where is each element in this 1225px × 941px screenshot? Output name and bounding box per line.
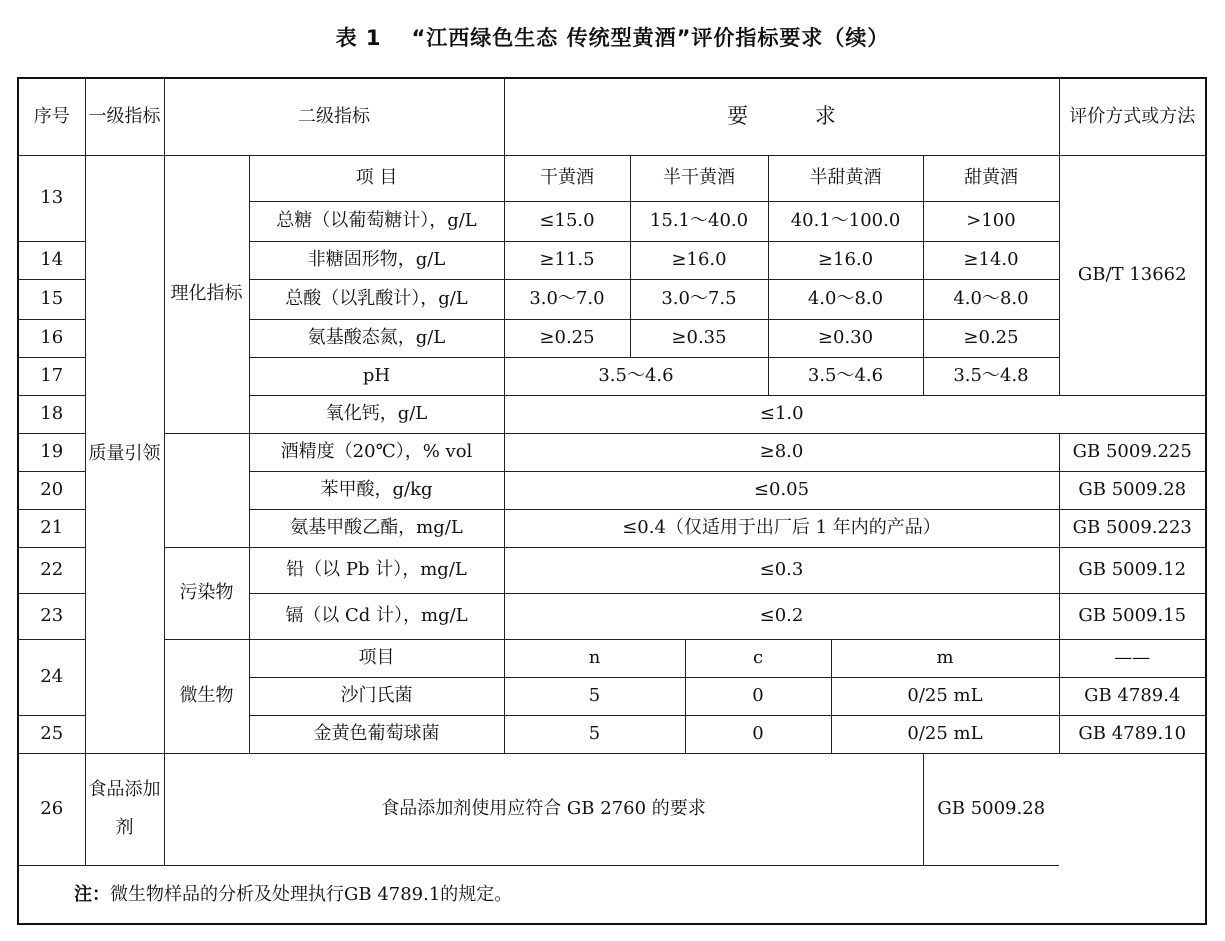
table-caption: “江西绿色生态 传统型黄酒”评价指标要求（续） (411, 26, 890, 50)
item-21: 氨基甲酸乙酯，mg/L (249, 509, 504, 547)
seq-14: 14 (19, 241, 85, 279)
value-25-n: 5 (504, 715, 685, 753)
micro-item-header: 项目 (249, 639, 504, 677)
group-blank (164, 433, 249, 547)
item-25: 金黄色葡萄球菌 (249, 715, 504, 753)
value-14-sweet: ≥14.0 (923, 241, 1059, 279)
value-19: ≥8.0 (504, 433, 1059, 471)
type-dry: 干黄酒 (504, 155, 630, 201)
value-18: ≤1.0 (504, 395, 1059, 433)
header-requirement: 要 求 (504, 79, 1059, 155)
value-23: ≤0.2 (504, 593, 1059, 639)
value-24-m: 0/25 mL (831, 677, 1059, 715)
value-15-dry: 3.0～7.0 (504, 279, 630, 319)
seq-20: 20 (19, 471, 85, 509)
table-note (19, 867, 1205, 923)
table-row-19 (19, 433, 1205, 471)
value-16-semi-dry: ≥0.35 (630, 319, 768, 357)
seq-17: 17 (19, 357, 85, 395)
method-23: GB 5009.15 (1059, 593, 1205, 639)
item-header: 项 目 (249, 155, 504, 201)
table-row-26 (19, 753, 1205, 865)
group-additive: 食品添加剂 (85, 753, 164, 865)
method-13-18: GB/T 13662 (1059, 155, 1205, 395)
item-16: 氨基酸态氮，g/L (249, 319, 504, 357)
seq-16: 16 (19, 319, 85, 357)
value-22: ≤0.3 (504, 547, 1059, 593)
value-13-sweet: >100 (923, 201, 1059, 241)
seq-22: 22 (19, 547, 85, 593)
value-15-semi-dry: 3.0～7.5 (630, 279, 768, 319)
item-20: 苯甲酸，g/kg (249, 471, 504, 509)
method-20: GB 5009.28 (1059, 471, 1205, 509)
seq-23: 23 (19, 593, 85, 639)
seq-25: 25 (19, 715, 85, 753)
item-15: 总酸（以乳酸计），g/L (249, 279, 504, 319)
micro-col-n: n (504, 639, 685, 677)
seq-19: 19 (19, 433, 85, 471)
header-seq: 序号 (19, 79, 85, 155)
group-micro: 微生物 (164, 639, 249, 753)
item-22: 铅（以 Pb 计），mg/L (249, 547, 504, 593)
method-26: GB 5009.28 (923, 753, 1059, 865)
seq-15: 15 (19, 279, 85, 319)
value-14-semi-sweet: ≥16.0 (768, 241, 923, 279)
table-row-22 (19, 547, 1205, 593)
value-15-sweet: 4.0～8.0 (923, 279, 1059, 319)
value-16-semi-sweet: ≥0.30 (768, 319, 923, 357)
value-25-m: 0/25 mL (831, 715, 1059, 753)
micro-header-method: —— (1059, 639, 1205, 677)
seq-18: 18 (19, 395, 85, 433)
value-17-sweet: 3.5～4.8 (923, 357, 1059, 395)
method-21: GB 5009.223 (1059, 509, 1205, 547)
item-14: 非糖固形物，g/L (249, 241, 504, 279)
value-24-c: 0 (685, 677, 831, 715)
value-26: 食品添加剂使用应符合 GB 2760 的要求 (164, 753, 923, 865)
item-17: pH (249, 357, 504, 395)
standards-table-frame (17, 77, 1207, 925)
table-row-24a (19, 639, 1205, 677)
value-16-dry: ≥0.25 (504, 319, 630, 357)
note-label: 注： (74, 884, 110, 905)
seq-13: 13 (19, 155, 85, 241)
method-24: GB 4789.4 (1059, 677, 1205, 715)
value-25-c: 0 (685, 715, 831, 753)
seq-26: 26 (19, 753, 85, 865)
method-19: GB 5009.225 (1059, 433, 1205, 471)
type-sweet: 甜黄酒 (923, 155, 1059, 201)
value-21: ≤0.4（仅适用于出厂后 1 年内的产品） (504, 509, 1059, 547)
method-22: GB 5009.12 (1059, 547, 1205, 593)
item-18: 氧化钙，g/L (249, 395, 504, 433)
note-text: 微生物样品的分析及处理执行GB 4789.1的规定。 (110, 884, 513, 905)
method-25: GB 4789.10 (1059, 715, 1205, 753)
seq-24: 24 (19, 639, 85, 715)
value-14-dry: ≥11.5 (504, 241, 630, 279)
table-title (0, 22, 1225, 52)
group-physchem: 理化指标 (164, 155, 249, 433)
value-20: ≤0.05 (504, 471, 1059, 509)
item-23: 镉（以 Cd 计），mg/L (249, 593, 504, 639)
value-17-semi-sweet: 3.5～4.6 (768, 357, 923, 395)
group-pollutant: 污染物 (164, 547, 249, 639)
header-row (19, 79, 1205, 155)
item-13: 总糖（以葡萄糖计），g/L (249, 201, 504, 241)
header-method: 评价方式或方法 (1059, 79, 1205, 155)
level1-quality: 质量引领 (85, 155, 164, 753)
item-24: 沙门氏菌 (249, 677, 504, 715)
value-17-dry-semi-dry: 3.5～4.6 (504, 357, 768, 395)
value-13-semi-sweet: 40.1～100.0 (768, 201, 923, 241)
value-16-sweet: ≥0.25 (923, 319, 1059, 357)
value-14-semi-dry: ≥16.0 (630, 241, 768, 279)
value-24-n: 5 (504, 677, 685, 715)
value-13-semi-dry: 15.1～40.0 (630, 201, 768, 241)
micro-col-c: c (685, 639, 831, 677)
value-15-semi-sweet: 4.0～8.0 (768, 279, 923, 319)
table-number: 表 1 (335, 26, 382, 50)
standards-table (19, 79, 1205, 866)
type-semi-sweet: 半甜黄酒 (768, 155, 923, 201)
type-semi-dry: 半干黄酒 (630, 155, 768, 201)
header-level1: 一级指标 (85, 79, 164, 155)
micro-col-m: m (831, 639, 1059, 677)
item-19: 酒精度（20℃），% vol (249, 433, 504, 471)
seq-21: 21 (19, 509, 85, 547)
header-level2: 二级指标 (164, 79, 504, 155)
value-13-dry: ≤15.0 (504, 201, 630, 241)
table-row-13a (19, 155, 1205, 201)
